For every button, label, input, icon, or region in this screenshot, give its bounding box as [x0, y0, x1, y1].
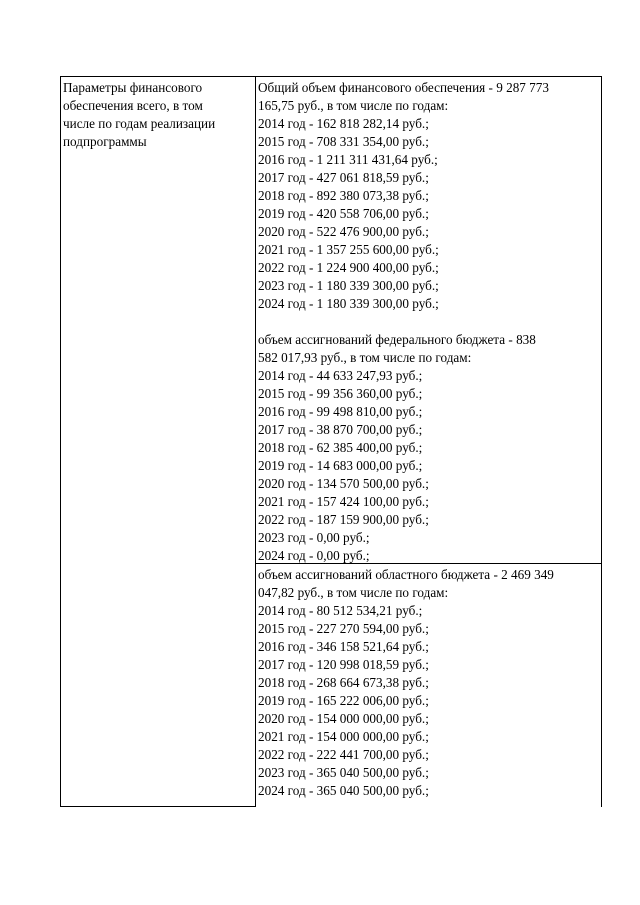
regional-year-line: 2017 год - 120 998 018,59 руб.;: [258, 657, 429, 672]
federal-year-line: 2017 год - 38 870 700,00 руб.;: [258, 422, 423, 437]
block-spacer: [258, 313, 601, 331]
regional-header-line: объем ассигнований областного бюджета - 2 469 349: [258, 567, 554, 582]
total-year-line: 2017 год - 427 061 818,59 руб.;: [258, 170, 429, 185]
federal-year-line: 2024 год - 0,00 руб.;: [258, 548, 370, 563]
regional-year-line: 2015 год - 227 270 594,00 руб.;: [258, 621, 429, 636]
total-year-line: 2024 год - 1 180 339 300,00 руб.;: [258, 296, 439, 311]
total-year-line: 2021 год - 1 357 255 600,00 руб.;: [258, 242, 439, 257]
total-header-line: 165,75 руб., в том числе по годам:: [258, 98, 449, 113]
federal-year-line: 2022 год - 187 159 900,00 руб.;: [258, 512, 429, 527]
total-year-line: 2018 год - 892 380 073,38 руб.;: [258, 188, 429, 203]
federal-funding-block: [258, 331, 601, 565]
label-line: числе по годам реализации: [63, 116, 216, 131]
total-year-line: 2022 год - 1 224 900 400,00 руб.;: [258, 260, 439, 275]
federal-header-line: объем ассигнований федерального бюджета - 838: [258, 332, 536, 347]
total-funding-block: [258, 79, 601, 313]
regional-year-line: 2023 год - 365 040 500,00 руб.;: [258, 765, 429, 780]
federal-year-line: 2015 год - 99 356 360,00 руб.;: [258, 386, 423, 401]
total-year-line: 2015 год - 708 331 354,00 руб.;: [258, 134, 429, 149]
total-year-line: 2019 год - 420 558 706,00 руб.;: [258, 206, 429, 221]
total-year-line: 2014 год - 162 818 282,14 руб.;: [258, 116, 429, 131]
regional-year-line: 2021 год - 154 000 000,00 руб.;: [258, 729, 429, 744]
label-line: обеспечения всего, в том: [63, 98, 203, 113]
federal-year-line: 2021 год - 157 424 100,00 руб.;: [258, 494, 429, 509]
regional-year-line: 2014 год - 80 512 534,21 руб.;: [258, 603, 423, 618]
regional-header-line: 047,82 руб., в том числе по годам:: [258, 585, 449, 600]
label-line: подпрограммы: [63, 134, 147, 149]
regional-year-line: 2018 год - 268 664 673,38 руб.;: [258, 675, 429, 690]
federal-year-line: 2018 год - 62 385 400,00 руб.;: [258, 440, 423, 455]
funding-total-and-federal-cell: [256, 76, 602, 564]
federal-year-line: 2019 год - 14 683 000,00 руб.;: [258, 458, 423, 473]
regional-year-line: 2016 год - 346 158 521,64 руб.;: [258, 639, 429, 654]
total-header-line: Общий объем финансового обеспечения - 9 287 773: [258, 80, 549, 95]
federal-year-line: 2020 год - 134 570 500,00 руб.;: [258, 476, 429, 491]
regional-year-line: 2022 год - 222 441 700,00 руб.;: [258, 747, 429, 762]
federal-year-line: 2016 год - 99 498 810,00 руб.;: [258, 404, 423, 419]
parameters-label-cell: [60, 76, 256, 807]
total-year-line: 2016 год - 1 211 311 431,64 руб.;: [258, 152, 438, 167]
regional-year-line: 2020 год - 154 000 000,00 руб.;: [258, 711, 429, 726]
total-year-line: 2020 год - 522 476 900,00 руб.;: [258, 224, 429, 239]
label-line: Параметры финансового: [63, 80, 203, 95]
regional-funding-cell: [256, 564, 602, 807]
total-year-line: 2023 год - 1 180 339 300,00 руб.;: [258, 278, 439, 293]
federal-year-line: 2014 год - 44 633 247,93 руб.;: [258, 368, 423, 383]
federal-year-line: 2023 год - 0,00 руб.;: [258, 530, 370, 545]
federal-header-line: 582 017,93 руб., в том числе по годам:: [258, 350, 472, 365]
regional-year-line: 2024 год - 365 040 500,00 руб.;: [258, 783, 429, 798]
regional-year-line: 2019 год - 165 222 006,00 руб.;: [258, 693, 429, 708]
